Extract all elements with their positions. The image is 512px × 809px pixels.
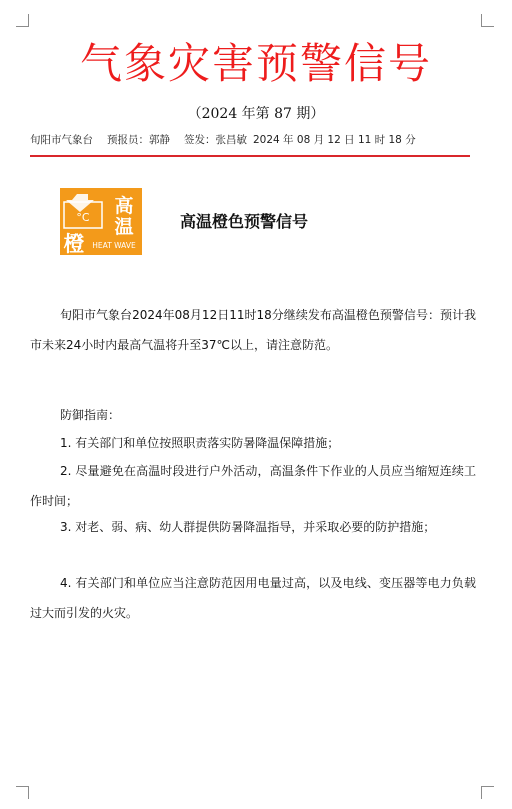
signal-title: 高温橙色预警信号 <box>180 212 309 231</box>
guideline-item: 1. 有关部门和单位按照职责落实防暑降温保障措施； <box>60 436 340 450</box>
header-divider <box>30 155 470 157</box>
heat-wave-orange-badge <box>60 188 142 255</box>
corner-mark-top-right <box>481 14 494 27</box>
guide-heading: 防御指南： <box>60 408 121 422</box>
guideline-item: 4. 有关部门和单位应当注意防范因用电量过高，以及电线、变压器等电力负载过大而引发的火灾。 <box>30 576 476 620</box>
signer-name: 张昌敏 <box>215 134 247 146</box>
guideline-item: 2. 尽量避免在高温时段进行户外活动，高温条件下作业的人员应当缩短连续工作时间； <box>30 464 476 508</box>
reporter-name: 郭静 <box>149 134 170 146</box>
reporter-label: 预报员： <box>107 134 149 146</box>
issue-number: （2024 年第 87 期） <box>187 106 325 122</box>
document-title: 气象灾害预警信号 <box>79 39 432 88</box>
badge-char-cheng: 橙 <box>63 232 85 255</box>
issue-datetime: 2024 年 08 月 12 日 11 时 18 分 <box>253 134 416 146</box>
badge-degree: °C <box>76 211 90 224</box>
corner-mark-bottom-right <box>481 786 494 799</box>
badge-char-gao: 高 <box>114 195 134 217</box>
corner-mark-top-left <box>16 14 29 27</box>
warning-paragraph: 旬阳市气象台2024年08月12日11时18分继续发布高温橙色预警信号：预计我市未来24小时内最高气温将升至37℃以上，请注意防范。 <box>30 308 476 352</box>
badge-char-wen: 温 <box>114 216 134 238</box>
issuer-name: 旬阳市气象台 <box>30 134 93 146</box>
badge-english: HEAT WAVE <box>92 241 136 250</box>
signer-label: 签发： <box>184 134 216 146</box>
guideline-item: 3. 对老、弱、病、幼人群提供防暑降温指导，并采取必要的防护措施； <box>60 520 436 534</box>
corner-mark-bottom-left <box>16 786 29 799</box>
issue-meta-line <box>30 132 474 148</box>
